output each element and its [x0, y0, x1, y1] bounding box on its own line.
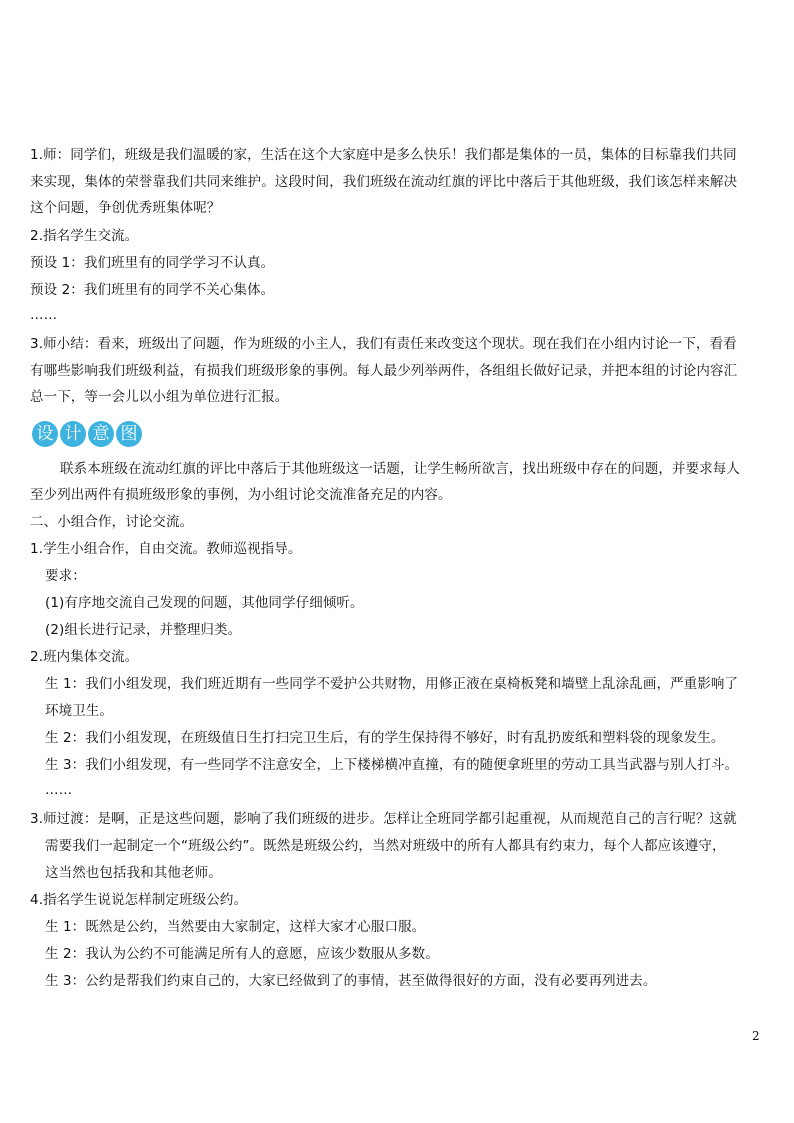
ellipsis-line: …… — [45, 782, 73, 798]
paragraph-line: 总一下，等一会儿以小组为单位进行汇报。 — [30, 389, 289, 405]
section-heading: 二、小组合作，讨论交流。 — [30, 514, 194, 530]
paragraph-line: 来实现，集体的荣誉靠我们共同来维护。这段时间，我们班级在流动红旗的评比中落后于其他班级，我们该怎样来解决 — [30, 174, 738, 190]
badge-char: 设 — [32, 421, 58, 447]
badge-char: 意 — [88, 421, 114, 447]
paragraph-line: 要求： — [45, 568, 86, 584]
paragraph-line: 至少列出两件有损班级形象的事例，为小组讨论交流准备充足的内容。 — [30, 487, 452, 503]
badge-char: 图 — [116, 421, 142, 447]
paragraph-line: 2.班内集体交流。 — [30, 649, 139, 665]
design-intent-badge — [32, 421, 142, 447]
paragraph-line: 生 2：我们小组发现，在班级值日生打扫完卫生后，有的学生保持得不够好，时有乱扔废纸和塑料袋的现象发生。 — [45, 730, 725, 746]
paragraph-line: 这个问题，争创优秀班集体呢？ — [30, 200, 221, 216]
paragraph-line: 生 1：我们小组发现，我们班近期有一些同学不爱护公共财物，用修正液在桌椅板凳和墙壁上乱涂乱画，严重影响了 — [45, 676, 739, 692]
paragraph-line: 1.学生小组合作，自由交流。教师巡视指导。 — [30, 541, 302, 557]
ellipsis-line: …… — [30, 307, 58, 323]
paragraph-line: 有哪些影响我们班级利益，有损我们班级形象的事例。每人最少列举两件，各组组长做好记录，并把本组的讨论内容汇 — [30, 363, 738, 379]
page-number: 2 — [752, 1029, 760, 1043]
paragraph-line: 生 3：公约是帮我们约束自己的，大家已经做到了的事情，甚至做得很好的方面，没有必要再列进去。 — [45, 973, 657, 989]
paragraph-line: 生 1：既然是公约，当然要由大家制定，这样大家才心服口服。 — [45, 919, 426, 935]
paragraph-line: 生 2：我认为公约不可能满足所有人的意愿，应该少数服从多数。 — [45, 946, 439, 962]
paragraph-line: 这当然也包括我和其他老师。 — [45, 865, 222, 881]
paragraph-line: (1)有序地交流自己发现的问题，其他同学仔细倾听。 — [45, 595, 364, 611]
paragraph-line: 环境卫生。 — [45, 703, 113, 719]
paragraph-line: 4.指名学生说说怎样制定班级公约。 — [30, 892, 248, 908]
paragraph-line: 需要我们一起制定一个“班级公约”。既然是班级公约，当然对班级中的所有人都具有约束力，每个人都应该遵守， — [45, 838, 726, 854]
paragraph-line: 预设 2：我们班里有的同学不关心集体。 — [30, 282, 275, 298]
paragraph-line: 2.指名学生交流。 — [30, 228, 139, 244]
paragraph-line: (2)组长进行记录，并整理归类。 — [45, 622, 242, 638]
badge-char: 计 — [60, 421, 86, 447]
paragraph-line: 联系本班级在流动红旗的评比中落后于其他班级这一话题，让学生畅所欲言，找出班级中存在的问题，并要求每人 — [60, 461, 740, 477]
paragraph-line: 生 3：我们小组发现，有一些同学不注意安全，上下楼梯横冲直撞，有的随便拿班里的劳动工具当武器与别人打斗。 — [45, 757, 739, 773]
paragraph-line: 1.师：同学们，班级是我们温暖的家，生活在这个大家庭中是多么快乐！我们都是集体的一员，集体的目标靠我们共同 — [30, 147, 737, 163]
paragraph-line: 3.师过渡：是啊，正是这些问题，影响了我们班级的进步。怎样让全班同学都引起重视，从而规范自己的言行呢？这就 — [30, 811, 737, 827]
paragraph-line: 预设 1：我们班里有的同学学习不认真。 — [30, 255, 275, 271]
paragraph-line: 3.师小结：看来，班级出了问题，作为班级的小主人，我们有责任来改变这个现状。现在我们在小组内讨论一下，看看 — [30, 336, 737, 352]
